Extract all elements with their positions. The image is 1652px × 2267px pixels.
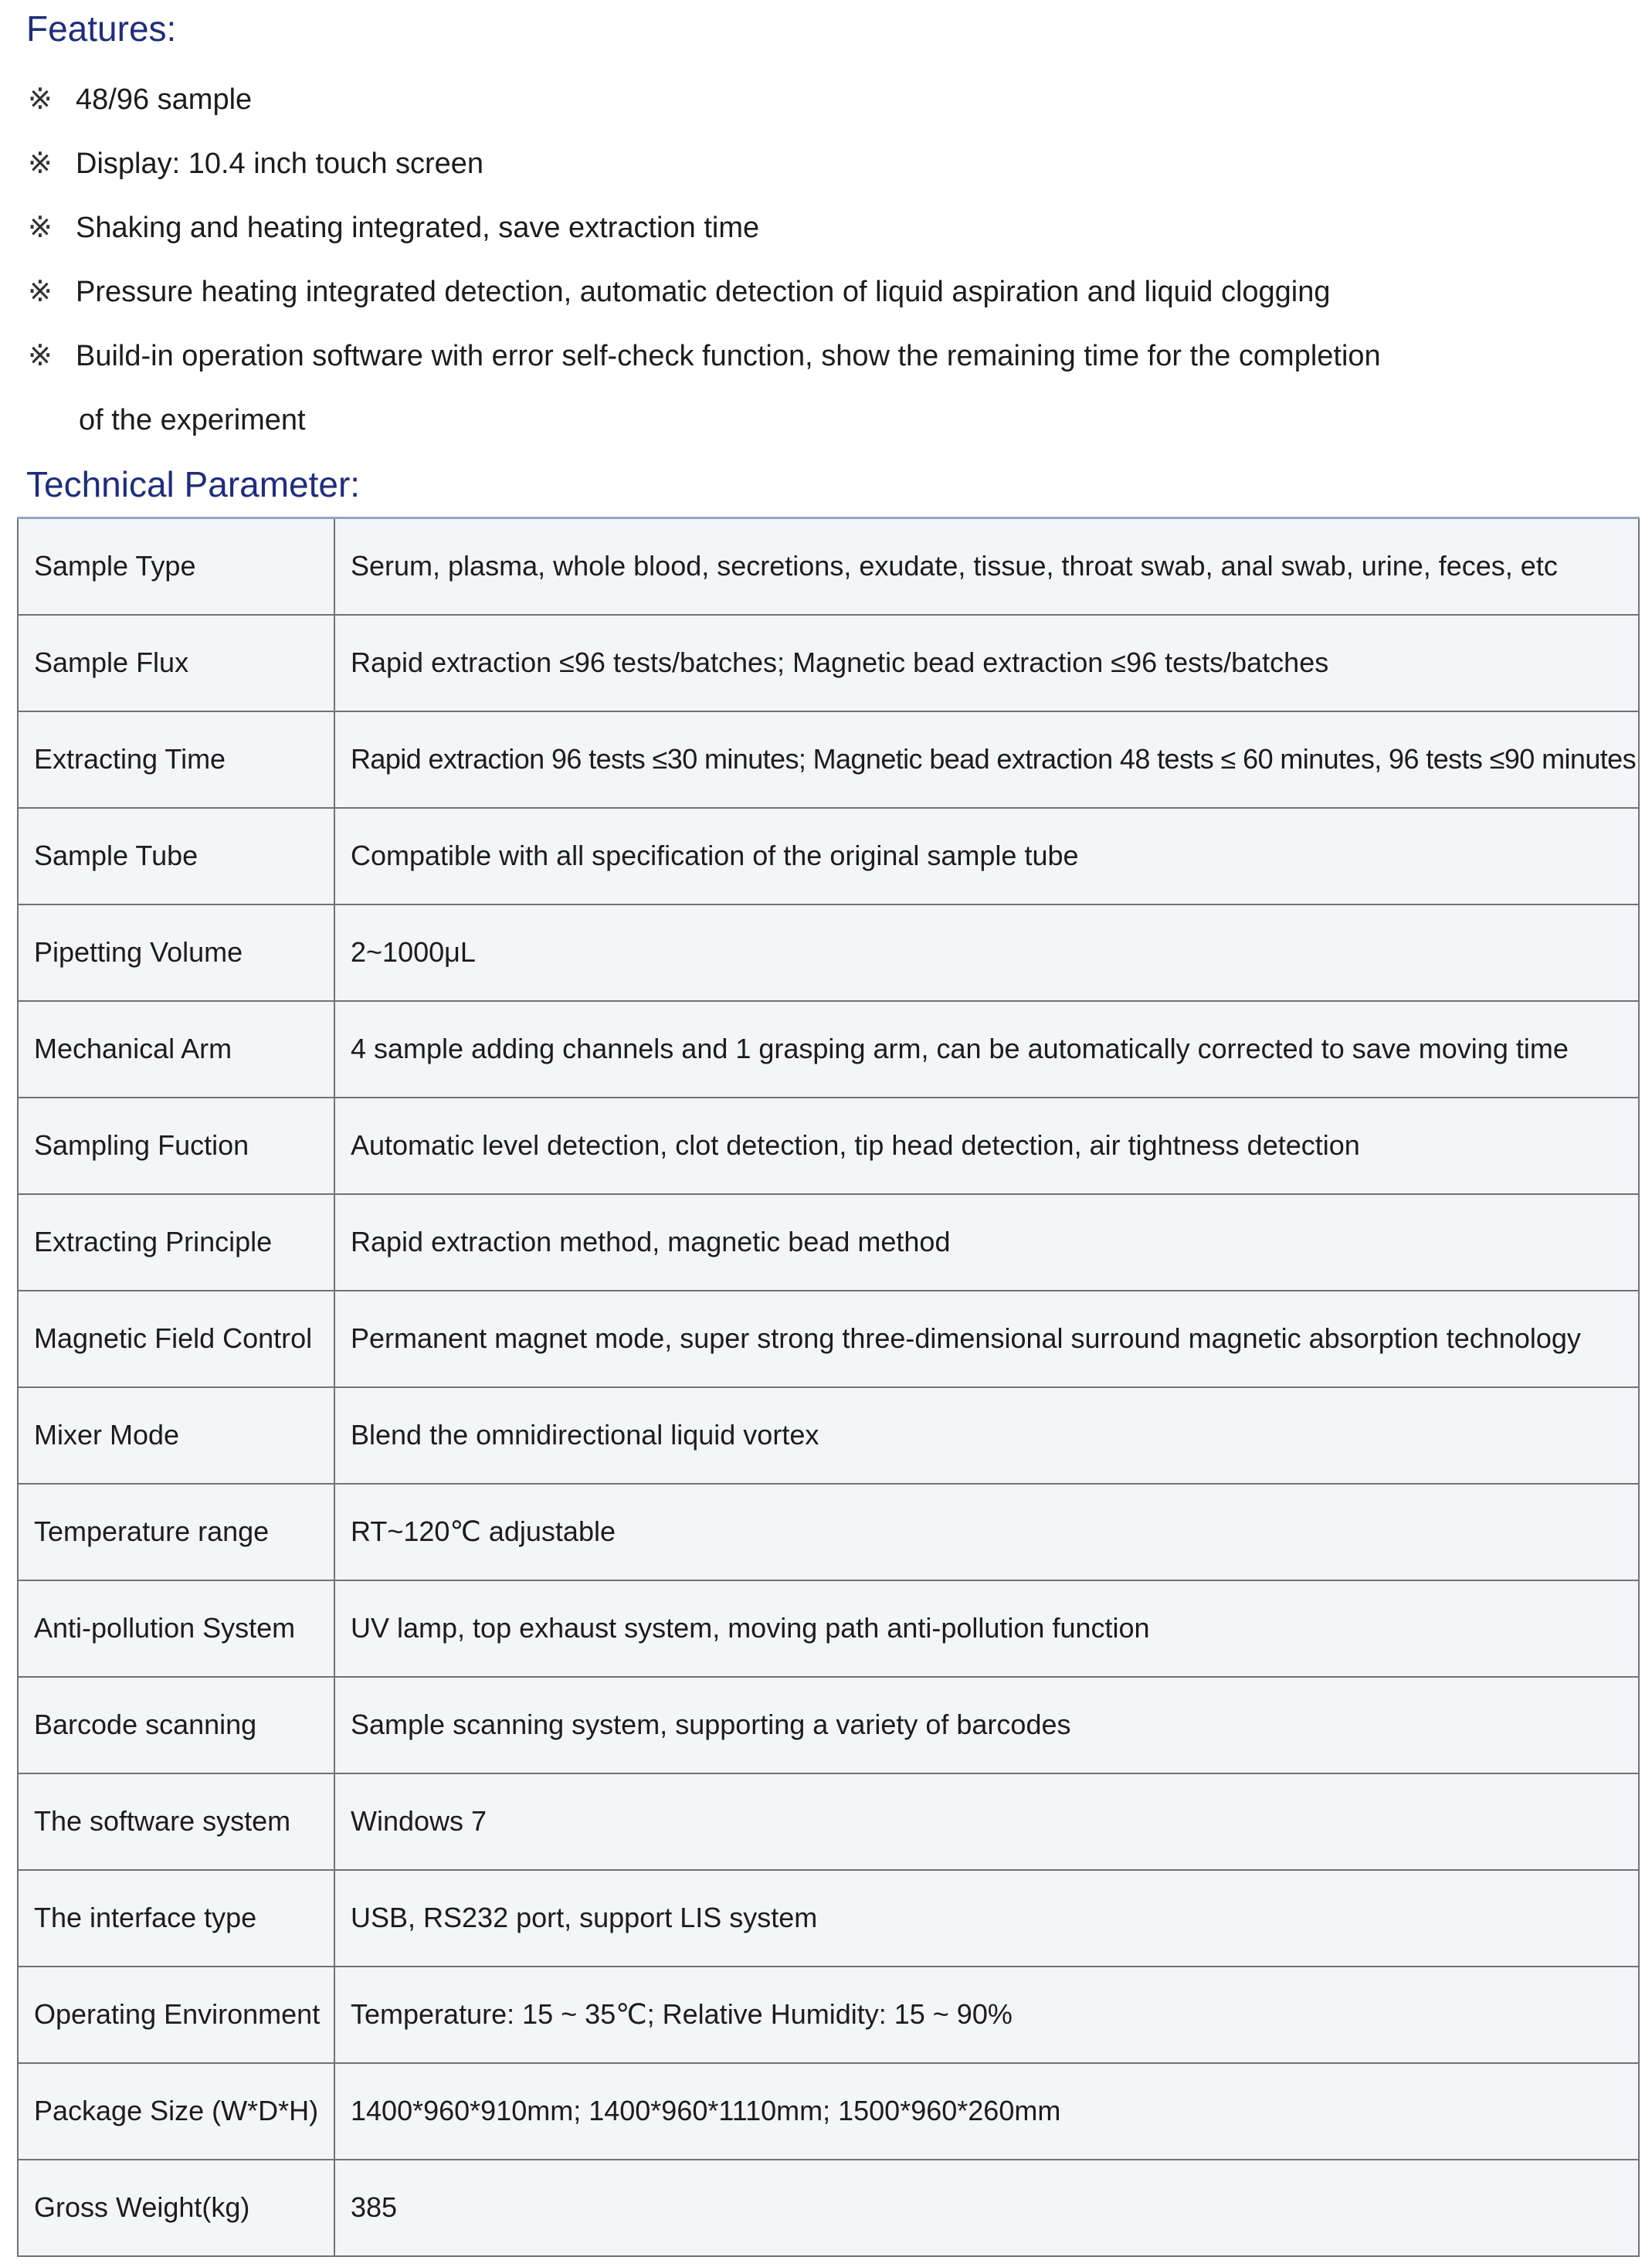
table-row xyxy=(18,1773,1639,1870)
param-label: Barcode scanning xyxy=(18,1677,334,1773)
param-value: Permanent magnet mode, super strong three-dimensional surround magnetic absorption technology xyxy=(334,1291,1639,1387)
table-row xyxy=(18,904,1639,1001)
table-row xyxy=(18,1291,1639,1387)
param-label: Pipetting Volume xyxy=(18,904,334,1001)
table-row xyxy=(18,518,1639,615)
table-row xyxy=(18,1580,1639,1677)
table-row xyxy=(18,1870,1639,1967)
param-label: Magnetic Field Control xyxy=(18,1291,334,1387)
technical-parameter-table xyxy=(17,517,1640,2257)
param-label: Anti-pollution System xyxy=(18,1580,334,1677)
param-label: Gross Weight(kg) xyxy=(18,2160,334,2256)
param-label: Operating Environment xyxy=(18,1967,334,2063)
feature-item xyxy=(28,149,483,178)
table-row xyxy=(18,1967,1639,2063)
feature-item xyxy=(28,213,759,243)
param-value: Rapid extraction method, magnetic bead method xyxy=(334,1194,1639,1291)
param-value: 385 xyxy=(334,2160,1639,2256)
table-row xyxy=(18,1677,1639,1773)
table-row xyxy=(18,1484,1639,1580)
param-value: Rapid extraction 96 tests ≤30 minutes; Magnetic bead extraction 48 tests ≤ 60 minutes, 96 tests ≤90 minutes xyxy=(334,711,1639,808)
feature-text: Display: 10.4 inch touch screen xyxy=(76,148,484,180)
param-value: Temperature: 15 ~ 35℃; Relative Humidity: 15 ~ 90% xyxy=(334,1967,1639,2063)
param-label: Extracting Time xyxy=(18,711,334,808)
bullet-icon: ※ xyxy=(28,340,53,372)
param-label: The software system xyxy=(18,1773,334,1870)
feature-text: Build-in operation software with error self-check function, show the remaining time for the completion xyxy=(76,340,1381,372)
table-row xyxy=(18,1001,1639,1098)
param-value: 2~1000μL xyxy=(334,904,1639,1001)
feature-text: Pressure heating integrated detection, automatic detection of liquid aspiration and liquid clogging xyxy=(76,276,1331,308)
param-label: Mechanical Arm xyxy=(18,1001,334,1098)
param-label: Sampling Fuction xyxy=(18,1098,334,1194)
param-label: The interface type xyxy=(18,1870,334,1967)
bullet-icon: ※ xyxy=(28,83,53,116)
param-label: Mixer Mode xyxy=(18,1387,334,1484)
feature-item xyxy=(28,85,252,114)
feature-item xyxy=(28,340,1381,436)
param-value: Rapid extraction ≤96 tests/batches; Magnetic bead extraction ≤96 tests/batches xyxy=(334,615,1639,711)
table-row xyxy=(18,615,1639,711)
param-label: Extracting Principle xyxy=(18,1194,334,1291)
param-value: Blend the omnidirectional liquid vortex xyxy=(334,1387,1639,1484)
table-row xyxy=(18,1098,1639,1194)
table-row xyxy=(18,711,1639,808)
param-value: RT~120℃ adjustable xyxy=(334,1484,1639,1580)
param-value: 1400*960*910mm; 1400*960*1110mm; 1500*960*260mm xyxy=(334,2063,1639,2160)
feature-item xyxy=(28,277,1331,307)
table-row xyxy=(18,1387,1639,1484)
table-row xyxy=(18,808,1639,904)
param-value: UV lamp, top exhaust system, moving path anti-pollution function xyxy=(334,1580,1639,1677)
param-label: Sample Tube xyxy=(18,808,334,904)
param-value: Automatic level detection, clot detection, tip head detection, air tightness detection xyxy=(334,1098,1639,1194)
bullet-icon: ※ xyxy=(28,212,53,244)
bullet-icon: ※ xyxy=(28,276,53,308)
table-row xyxy=(18,2063,1639,2160)
param-label: Sample Flux xyxy=(18,615,334,711)
param-label: Sample Type xyxy=(18,518,334,615)
param-label: Temperature range xyxy=(18,1484,334,1580)
feature-text: Shaking and heating integrated, save extraction time xyxy=(76,212,760,244)
param-value: Sample scanning system, supporting a variety of barcodes xyxy=(334,1677,1639,1773)
feature-text-continuation: of the experiment xyxy=(79,404,306,436)
param-value: USB, RS232 port, support LIS system xyxy=(334,1870,1639,1967)
param-value: Serum, plasma, whole blood, secretions, exudate, tissue, throat swab, anal swab, urine, feces, etc xyxy=(334,518,1639,615)
features-heading: Features: xyxy=(26,8,177,49)
feature-text: 48/96 sample xyxy=(76,83,253,116)
param-value: Windows 7 xyxy=(334,1773,1639,1870)
technical-parameter-heading: Technical Parameter: xyxy=(26,464,361,504)
param-value: 4 sample adding channels and 1 grasping arm, can be automatically corrected to save moving time xyxy=(334,1001,1639,1098)
table-row xyxy=(18,1194,1639,1291)
param-label: Package Size (W*D*H) xyxy=(18,2063,334,2160)
param-value: Compatible with all specification of the original sample tube xyxy=(334,808,1639,904)
bullet-icon: ※ xyxy=(28,148,53,180)
table-row xyxy=(18,2160,1639,2256)
